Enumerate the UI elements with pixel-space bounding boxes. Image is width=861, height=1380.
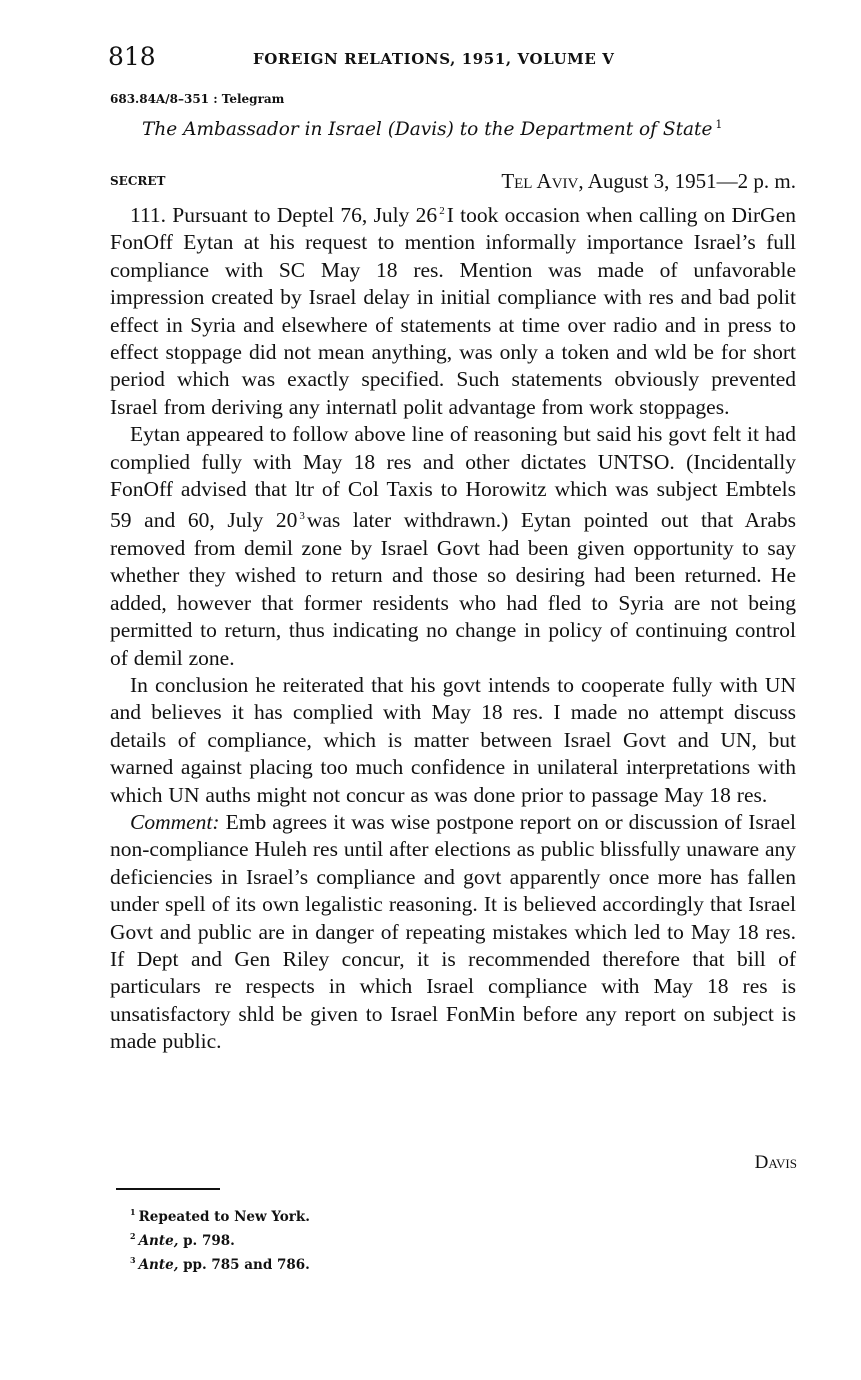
signature: Davis xyxy=(754,1152,797,1173)
footnote-3-text: pp. 785 and 786. xyxy=(183,1257,310,1273)
footnote-2-text: p. 798. xyxy=(183,1233,235,1249)
footnote-divider xyxy=(116,1188,220,1190)
footnote-3-ref: Ante, xyxy=(138,1257,179,1273)
dateline-date: August 3, 1951—2 p. m. xyxy=(587,169,796,193)
page-number: 818 xyxy=(108,42,156,71)
dateline-place: Tel Aviv, xyxy=(501,169,584,193)
footnotes xyxy=(130,1203,310,1275)
dateline xyxy=(501,169,796,194)
footnote-1-marker: 1 xyxy=(130,1207,136,1217)
footnote-2-marker: 2 xyxy=(130,1231,136,1241)
paragraph-2-rest: was later withdrawn.) Eytan pointed out that Arabs removed from demil zone by Israel Govt had been given opportunity to say whether they wished to return and those so desiring had been returned. He added, however that former residents who had fled to Syria are not being permitted to return, thus indicating no change in policy of continuing control of demil zone. xyxy=(110,508,796,670)
paragraph-1 xyxy=(110,198,796,421)
paragraph-1-rest: I took occasion when calling on DirGen FonOff Eytan at his request to mention informally importance Israel’s full compliance with SC May 18 res. Mention was made of unfavorable impression created by Israel delay in initial compliance with res and bad polit effect in Syria and elsewhere of statements at time over radio and in press to effect stoppage did not mean anything, was only a token and wld be for short period which was exactly specified. Such statements obviously prevented Israel from deriving any internatl polit advantage from work stoppages. xyxy=(110,203,796,419)
footnote-2 xyxy=(130,1227,310,1251)
paragraph-4 xyxy=(110,809,796,1056)
paragraph-1-start: 111. Pursuant to Deptel 76, July 26 xyxy=(130,203,438,227)
classification-label: SECRET xyxy=(110,174,166,188)
footnote-3-marker: 3 xyxy=(130,1255,136,1265)
comment-label: Comment: xyxy=(130,809,220,834)
document-title xyxy=(142,118,722,140)
paragraph-4-text: Emb agrees it was wise postpone report on or discussion of Israel non-compliance Huleh res until after elections as public blissfully unaware any deficiencies in Israel’s compliance and govt apparently once more has fallen under spell of its own legalistic reasoning. It is believed accordingly that Israel Govt and public are in danger of repeating mistakes which led to May 18 res. If Dept and Gen Riley concur, it is recommended therefore that bill of particulars re respects in which Israel compliance with May 18 res is unsatisfactory shld be given to Israel FonMin before any report on subject is made public. xyxy=(110,809,796,1054)
footnote-1 xyxy=(130,1203,310,1227)
paragraph-2 xyxy=(110,421,796,672)
running-head: FOREIGN RELATIONS, 1951, VOLUME V xyxy=(253,50,615,68)
footnote-2-ref: Ante, xyxy=(138,1233,179,1249)
footnote-ref-2: 2 xyxy=(439,205,445,217)
document-title-text: The Ambassador in Israel (Davis) to the Department of State xyxy=(142,119,713,140)
footnote-1-text: Repeated to New York. xyxy=(138,1209,310,1225)
paragraph-3: In conclusion he reiterated that his govt intends to cooperate fully with UN and believes it has complied with May 18 res. I made no attempt discuss details of compliance, which is matter between Israel Govt and UN, but warned against placing too much confidence in unilateral interpretations with which UN auths might not concur as was done prior to passage May 18 res. xyxy=(110,672,796,807)
footnote-3 xyxy=(130,1251,310,1275)
paragraph-2-start: Eytan appeared to follow above line of reasoning but said his govt felt it had complied fully with May 18 res and other dictates UNTSO. (Incidentally FonOff advised that ltr of Col Taxis to Horowitz which was subject Embtels 59 and 60, July 20 xyxy=(110,422,796,533)
footnote-ref-3: 3 xyxy=(299,510,305,523)
telegram-body xyxy=(110,198,796,1056)
file-id: 683.84A/8–351 : Telegram xyxy=(110,92,285,106)
title-footnote-marker: 1 xyxy=(715,118,723,131)
page-header xyxy=(108,42,798,76)
